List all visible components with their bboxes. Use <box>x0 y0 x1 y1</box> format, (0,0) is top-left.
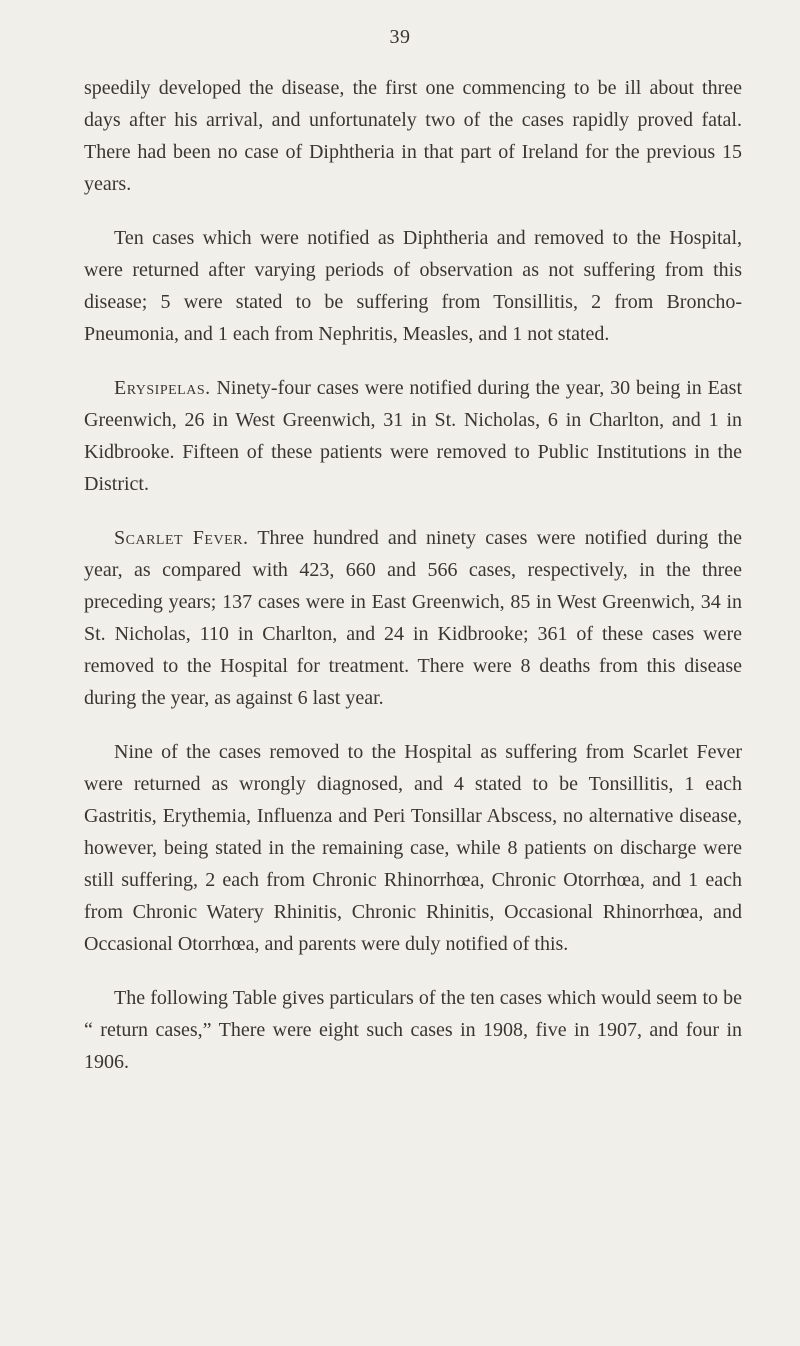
paragraph-scarlet-fever-returned <box>84 736 742 960</box>
paragraph-text: Three hundred and ninety cases were notified during the year, as compared with 423, 660 and 566 cases, respectively, in the three preceding years; 137 cases were in East Greenwich, 85 in West Greenwich, 34 in St. Nicholas, 110 in Charlton, and 24 in Kidbrooke; 361 of these cases were removed to the Hospital for treatment. There were 8 deaths from this disease during the year, as against 6 last year. <box>84 527 743 709</box>
paragraph-erysipelas <box>84 372 742 500</box>
paragraph-text: Ten cases which were notified as Diphtheria and removed to the Hospital, were returned after varying periods of observation as not suffering from this disease; 5 were stated to be suffering from Tonsillitis, 2 from Broncho-Pneumonia, and 1 each from Nephritis, Measles, and 1 not stated. <box>84 227 742 345</box>
section-heading-scarlet-fever: Scarlet Fever. <box>114 527 249 549</box>
paragraph-text: Nine of the cases removed to the Hospital as suffering from Scarlet Fever were returned as wrongly diagnosed, and 4 stated to be Tonsillitis, 1 each Gastritis, Erythemia, Influenza and Peri Tonsillar Abscess, no alternative disease, however, being stated in the remaining case, while 8 patients on discharge were still suffering, 2 each from Chronic Rhinorrhœa, Chronic Otorrhœa, and 1 each from Chronic Watery Rhinitis, Chronic Rhinitis, Occasional Rhinorrhœa, and Occasional Otorrhœa, and parents were duly notified of this. <box>84 741 742 955</box>
paragraph-diphtheria-returned <box>84 222 742 350</box>
paragraph-text: speedily developed the disease, the first one commencing to be ill about three days after his arrival, and unfortunately two of the cases rapidly proved fatal. There had been no case of Diphtheria in that part of Ireland for the previous 15 years. <box>84 77 742 195</box>
page-number: 39 <box>389 26 411 48</box>
document-body <box>84 72 742 1100</box>
paragraph-return-cases-table-intro <box>84 982 742 1078</box>
paragraph-text: Ninety-four cases were notified during the year, 30 being in East Greenwich, 26 in West Greenwich, 31 in St. Nicholas, 6 in Charlton, and 1 in Kidbrooke. Fifteen of these patients were removed to Public Institutions in the District. <box>84 377 742 495</box>
paragraph-scarlet-fever <box>84 522 742 714</box>
paragraph-text: The following Table gives particulars of the ten cases which would seem to be “ return cases,” There were eight such cases in 1908, five in 1907, and four in 1906. <box>84 987 742 1073</box>
paragraph-diphtheria-ireland <box>84 72 742 200</box>
section-heading-erysipelas: Erysipelas. <box>114 377 211 399</box>
